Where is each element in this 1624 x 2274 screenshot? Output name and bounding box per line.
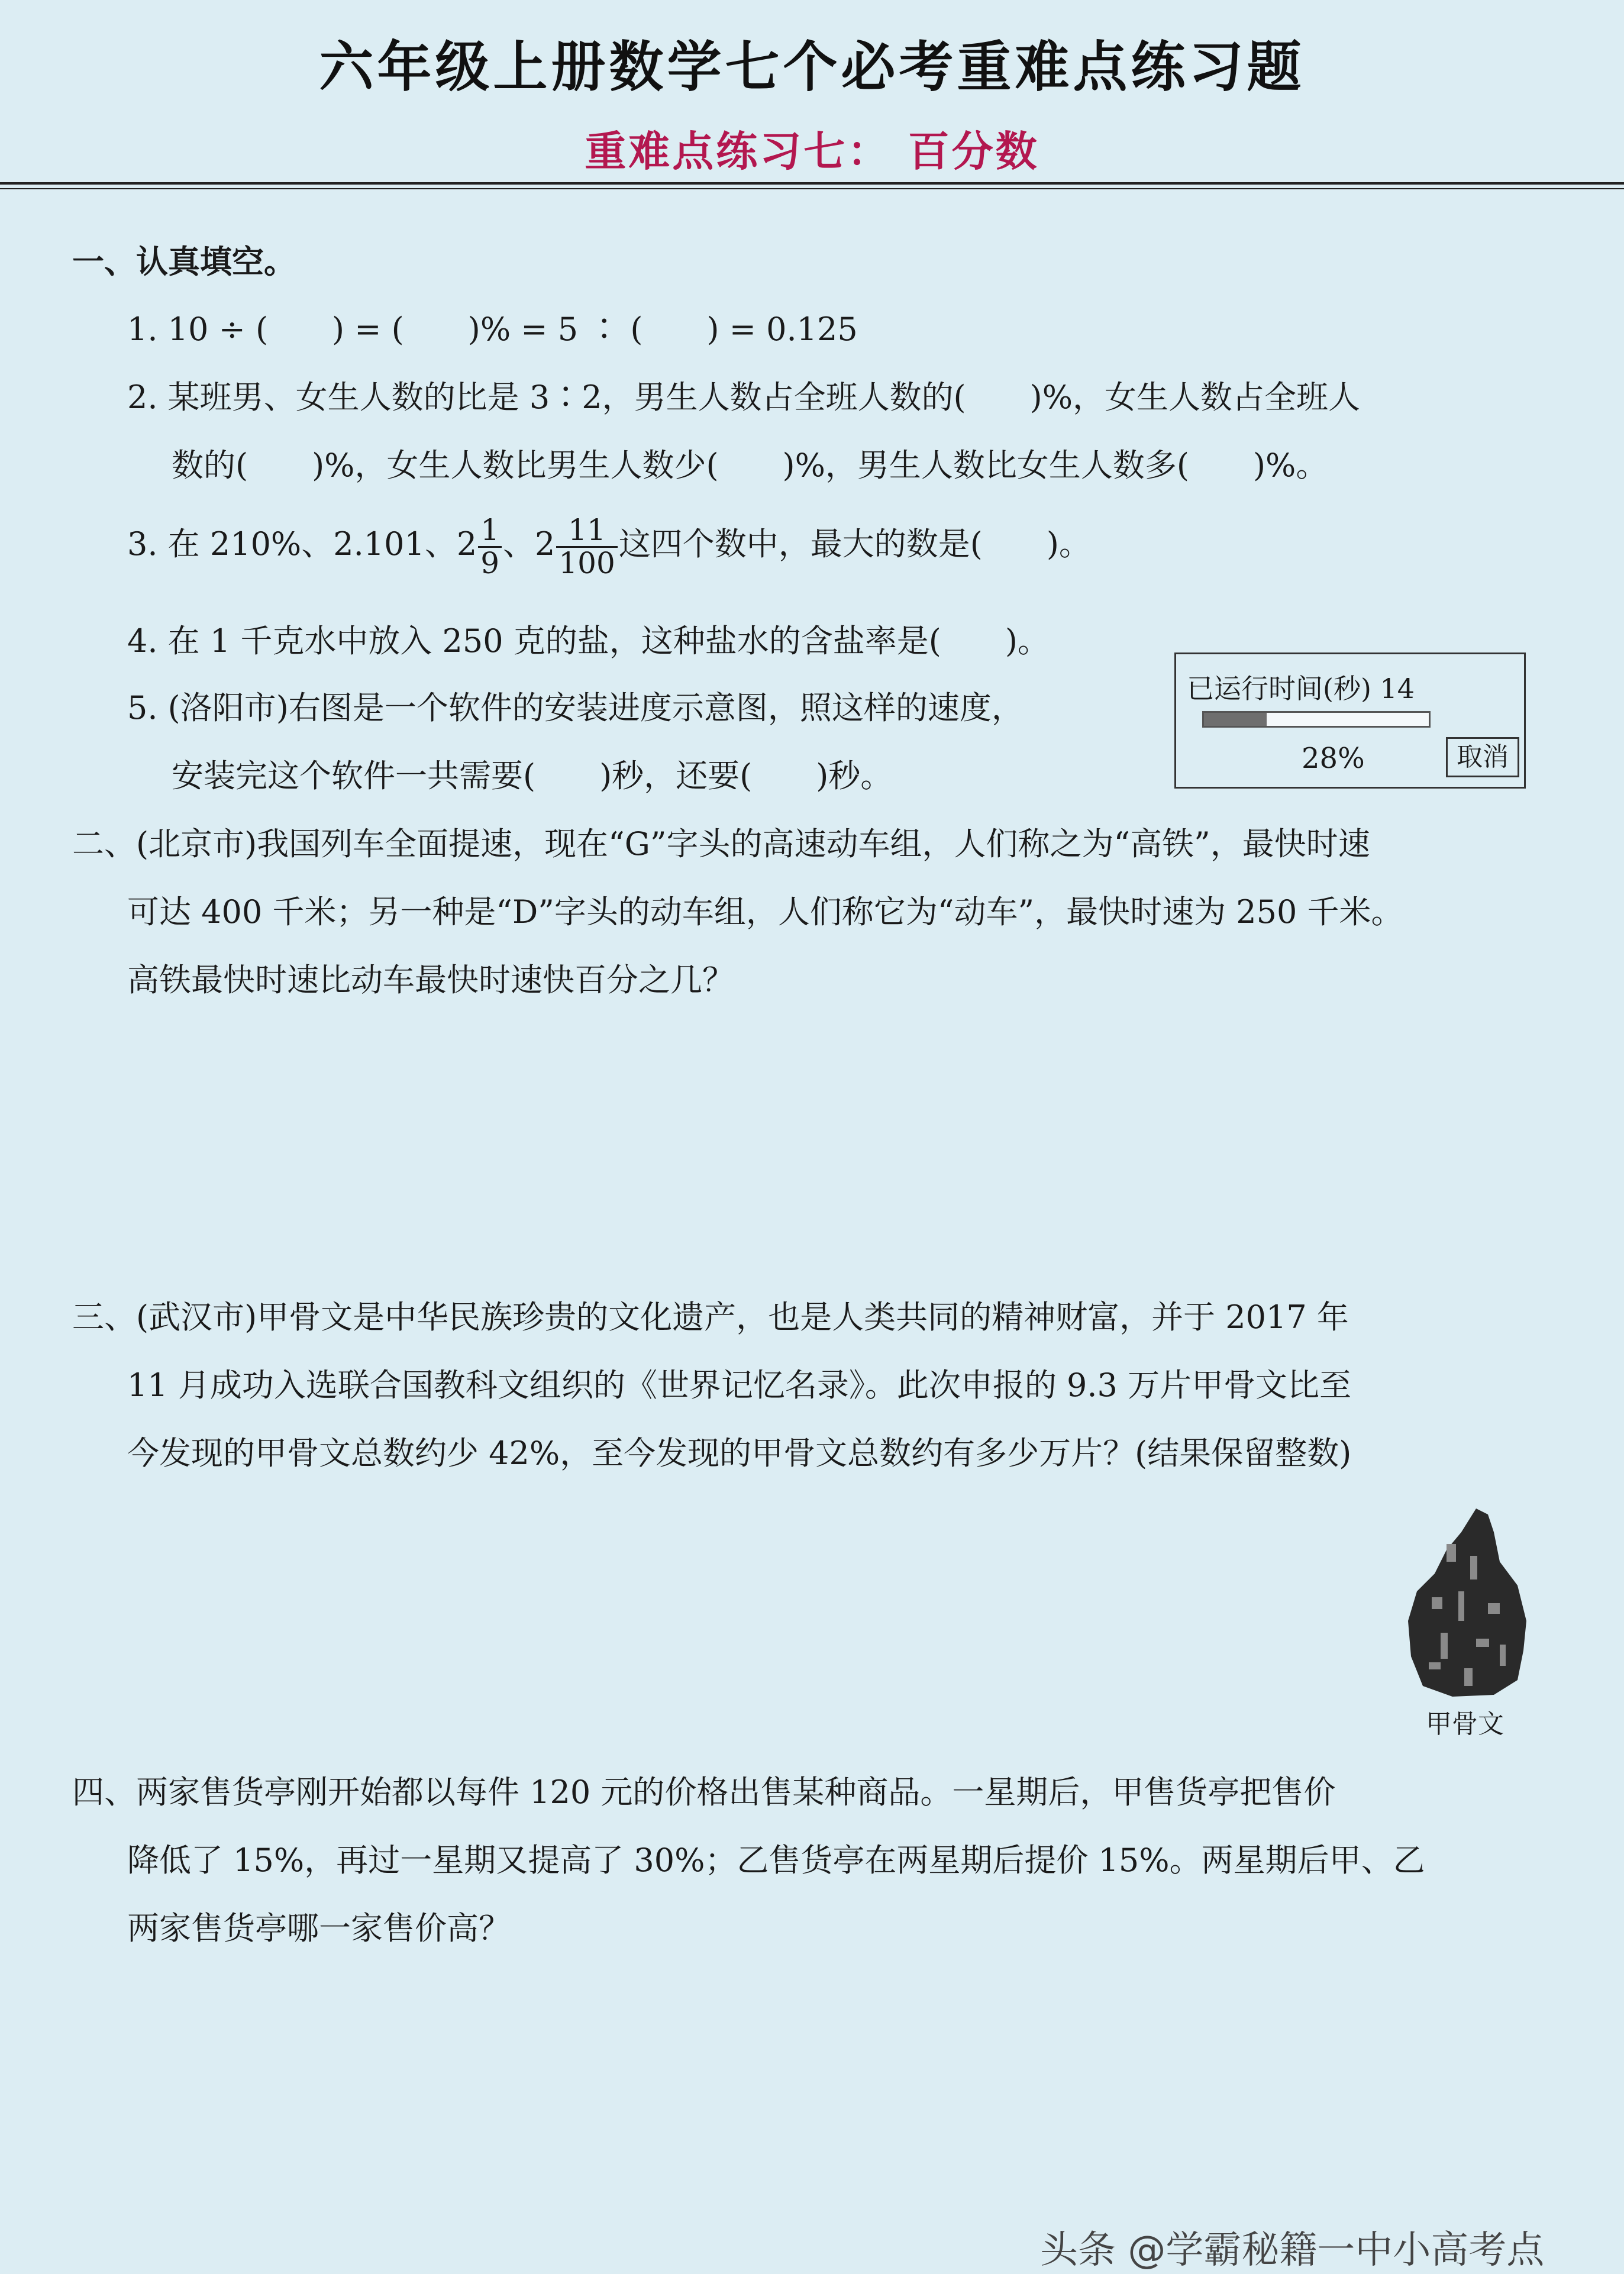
fraction-numerator: 1 — [478, 515, 502, 548]
question-3-prefix: 3. 在 210%、2.101、2 — [127, 525, 477, 563]
header-divider-thin — [0, 188, 1624, 189]
progress-bar — [1202, 711, 1431, 728]
question-5-line2: 安装完这个软件一共需要( )秒，还要( )秒。 — [172, 757, 893, 794]
question-2-line2: 数的( )%，女生人数比男生人数少( )%，男生人数比女生人数多( )%。 — [172, 447, 1328, 484]
section2-line1: 二、(北京市)我国列车全面提速，现在“G”字头的高速动车组，人们称之为“高铁”，最快时速 — [72, 825, 1370, 863]
question-5-line1: 5. (洛阳市)右图是一个软件的安装进度示意图，照这样的速度， — [127, 689, 1024, 726]
section2-line2: 可达 400 千米；另一种是“D”字头的动车组，人们称它为“动车”，最快时速为 250 千米。 — [127, 893, 1403, 931]
progress-bar-fill — [1204, 713, 1267, 726]
fraction-one-ninth — [478, 515, 502, 579]
section3-line1: 三、(武汉市)甲骨文是中华民族珍贵的文化遗产，也是人类共同的精神财富，并于 2017 年 — [72, 1298, 1349, 1336]
install-progress-dialog — [1174, 653, 1526, 789]
section4-line3: 两家售货亭哪一家售价高？ — [127, 1910, 511, 1947]
section3-line3: 今发现的甲骨文总数约少 42%，至今发现的甲骨文总数约有多少万片？(结果保留整数) — [127, 1435, 1352, 1472]
oracle-bone-image — [1405, 1509, 1529, 1698]
question-3-suffix: 这四个数中，最大的数是( )。 — [618, 525, 1091, 563]
section1-heading: 一、认真填空。 — [72, 243, 296, 280]
question-3 — [127, 515, 1091, 579]
question-1: 1. 10 ÷ ( ) = ( )% = 5 ∶ ( ) = 0.125 — [127, 311, 858, 348]
section4-line1: 四、两家售货亭刚开始都以每件 120 元的价格出售某种商品。一星期后，甲售货亭把售价 — [72, 1774, 1336, 1811]
section2-line3: 高铁最快时速比动车最快时速快百分之几？ — [127, 961, 734, 999]
watermark: 头条 @学霸秘籍一中小高考点 — [1040, 2228, 1545, 2272]
cancel-button[interactable]: 取消 — [1446, 737, 1519, 777]
progress-percent: 28% — [1302, 742, 1365, 775]
oracle-bone-caption: 甲骨文 — [1426, 1709, 1504, 1739]
header-divider — [0, 182, 1624, 185]
section3-line2: 11 月成功入选联合国教科文组织的《世界记忆名录》。此次申报的 9.3 万片甲骨文比至 — [127, 1367, 1352, 1404]
fraction-denominator: 9 — [480, 545, 499, 580]
page-subtitle: 重难点练习七： 百分数 — [585, 127, 1039, 176]
fraction-denominator: 100 — [558, 545, 615, 580]
fraction-numerator: 11 — [556, 515, 617, 548]
section4-line2: 降低了 15%，再过一星期又提高了 30%；乙售货亭在两星期后提价 15%。两星期后甲、乙 — [127, 1842, 1425, 1879]
elapsed-time-label: 已运行时间(秒) 14 — [1187, 673, 1415, 705]
fraction-eleven-hundredths — [556, 515, 617, 579]
page-title: 六年级上册数学七个必考重难点练习题 — [319, 35, 1305, 99]
question-2-line1: 2. 某班男、女生人数的比是 3∶2，男生人数占全班人数的( )%，女生人数占全班人 — [127, 379, 1361, 416]
question-4: 4. 在 1 千克水中放入 250 克的盐，这种盐水的含盐率是( )。 — [127, 622, 1050, 660]
question-3-mid: 、2 — [503, 525, 556, 563]
